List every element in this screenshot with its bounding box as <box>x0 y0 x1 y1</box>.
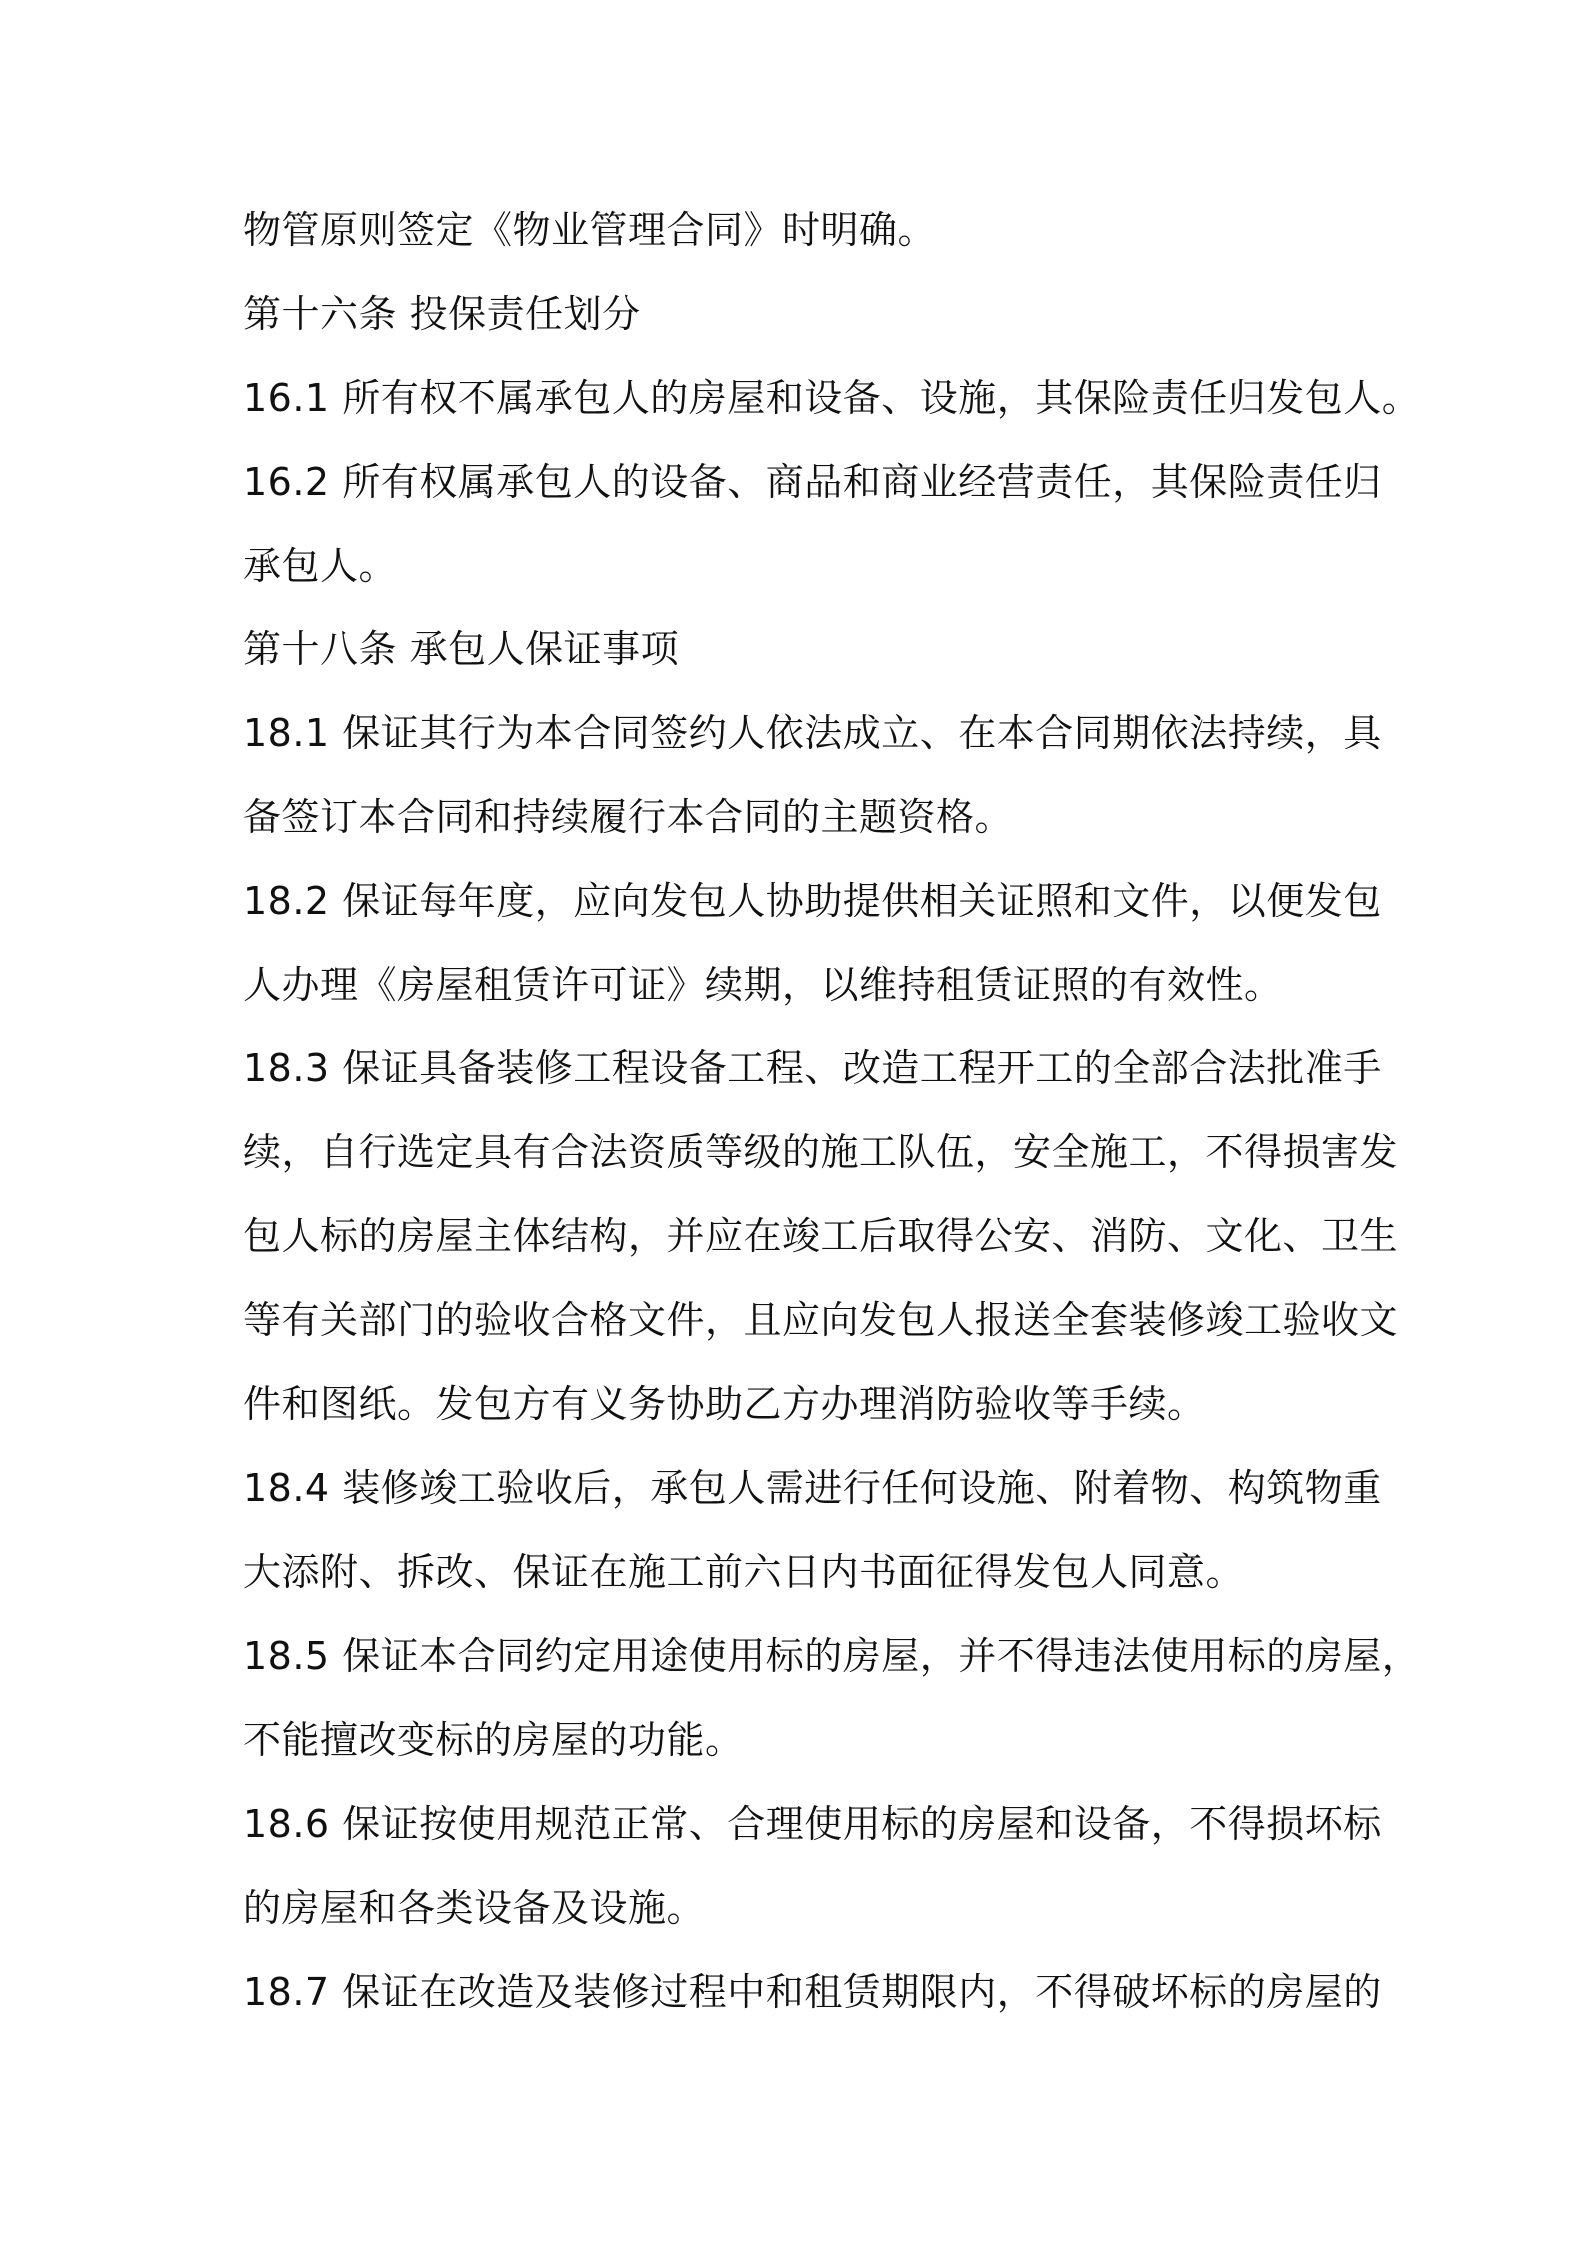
text-line: 承包人。 <box>243 544 398 588</box>
text-line: 物管原则签定《物业管理合同》时明确。 <box>243 208 937 252</box>
text-line: 的房屋和各类设备及设施。 <box>243 1886 706 1930</box>
section-heading: 第十六条 投保责任划分 <box>243 292 641 336</box>
section-heading: 第十八条 承包人保证事项 <box>243 627 680 671</box>
text-line: 包人标的房屋主体结构，并应在竣工后取得公安、消防、文化、卫生 <box>243 1214 1399 1258</box>
text-line: 人办理《房屋租赁许可证》续期，以维持租赁证照的有效性。 <box>243 963 1283 1007</box>
clause-text: 16.1 所有权不属承包人的房屋和设备、设施，其保险责任归发包人。 <box>243 376 1421 420</box>
clause-text: 18.6 保证按使用规范正常、合理使用标的房屋和设备，不得损坏标 <box>243 1802 1382 1846</box>
clause-text: 18.5 保证本合同约定用途使用标的房屋，并不得违法使用标的房屋， <box>243 1634 1421 1678</box>
text-line: 大添附、拆改、保证在施工前六日内书面征得发包人同意。 <box>243 1550 1245 1594</box>
text-line: 续，自行选定具有合法资质等级的施工队伍，安全施工，不得损害发 <box>243 1130 1399 1174</box>
text-line: 件和图纸。发包方有义务协助乙方办理消防验收等手续。 <box>243 1382 1206 1426</box>
clause-text: 18.2 保证每年度，应向发包人协助提供相关证照和文件，以便发包 <box>243 879 1382 923</box>
text-line: 不能擅改变标的房屋的功能。 <box>243 1718 744 1762</box>
clause-text: 18.4 装修竣工验收后，承包人需进行任何设施、附着物、构筑物重 <box>243 1466 1382 1510</box>
text-line: 备签订本合同和持续履行本合同的主题资格。 <box>243 795 1014 839</box>
clause-text: 16.2 所有权属承包人的设备、商品和商业经营责任，其保险责任归 <box>243 460 1382 504</box>
clause-text: 18.1 保证其行为本合同签约人依法成立、在本合同期依法持续，具 <box>243 711 1382 755</box>
clause-text: 18.3 保证具备装修工程设备工程、改造工程开工的全部合法批准手 <box>243 1046 1382 1090</box>
text-line: 等有关部门的验收合格文件，且应向发包人报送全套装修竣工验收文 <box>243 1298 1399 1342</box>
clause-text: 18.7 保证在改造及装修过程中和租赁期限内，不得破坏标的房屋的 <box>243 1970 1382 2014</box>
